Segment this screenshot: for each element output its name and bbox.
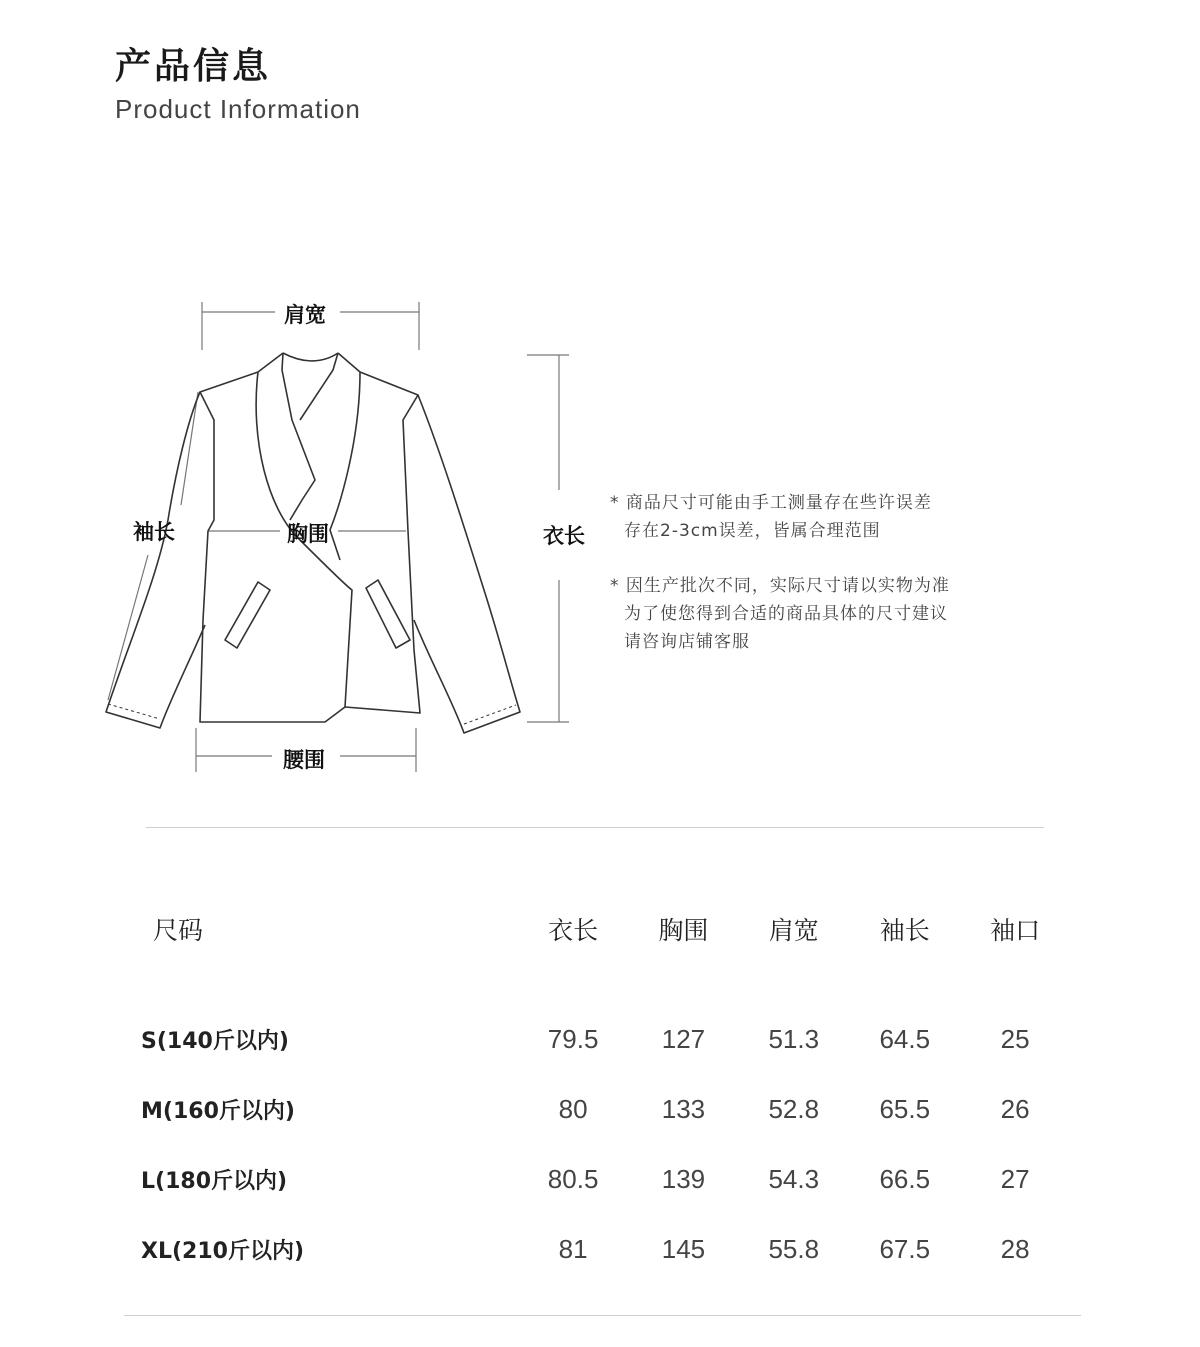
shoulder-cell: 51.3 <box>768 1023 820 1054</box>
header-cuff: 袖口 <box>990 916 1041 945</box>
cuff-cell: 25 <box>1000 1023 1030 1054</box>
shoulder-cell: 55.8 <box>768 1233 820 1264</box>
size-cell: L(180斤以内) <box>141 1168 288 1194</box>
section-divider <box>146 827 1044 828</box>
size-cell: S(140斤以内) <box>141 1028 289 1054</box>
sleeve-cell: 65.5 <box>879 1093 931 1124</box>
table-header-row <box>125 890 1070 968</box>
chest-cell: 145 <box>661 1233 706 1264</box>
page-title: 产品信息 <box>115 46 272 87</box>
header-chest: 胸围 <box>658 916 709 945</box>
note-line: 为了使您得到合适的商品具体的尺寸建议 <box>624 604 948 624</box>
table-row <box>125 1144 1070 1214</box>
note-line: * 商品尺寸可能由手工测量存在些许误差 <box>610 493 932 513</box>
length-cell: 81 <box>558 1233 588 1264</box>
length-cell: 80 <box>558 1093 588 1124</box>
sleeve-label: 袖长 <box>133 520 175 544</box>
length-label: 衣长 <box>543 524 585 548</box>
bottom-divider <box>124 1315 1081 1316</box>
note-batch-difference <box>610 572 950 656</box>
table-row <box>125 1004 1070 1074</box>
chest-label: 胸围 <box>287 522 329 546</box>
chest-cell: 133 <box>661 1093 706 1124</box>
page-subtitle: Product Information <box>115 94 361 124</box>
chest-cell: 127 <box>661 1023 706 1054</box>
cuff-cell: 27 <box>1000 1163 1030 1194</box>
cuff-cell: 26 <box>1000 1093 1030 1124</box>
header-shoulder: 肩宽 <box>768 916 819 945</box>
shoulder-label: 肩宽 <box>284 303 326 327</box>
size-cell: M(160斤以内) <box>141 1098 295 1124</box>
note-measurement-error <box>610 489 932 545</box>
length-cell: 79.5 <box>547 1023 599 1054</box>
sleeve-measure-line-bottom <box>108 555 148 700</box>
header-size: 尺码 <box>153 916 204 945</box>
size-table <box>125 890 1070 1284</box>
cuff-cell: 28 <box>1000 1233 1030 1264</box>
sleeve-cell: 66.5 <box>879 1163 931 1194</box>
table-row <box>125 1214 1070 1284</box>
note-line: 存在2-3cm误差，皆属合理范围 <box>624 521 881 541</box>
sleeve-measure-line-top <box>181 392 198 505</box>
waist-label: 腰围 <box>283 748 325 772</box>
sleeve-cell: 64.5 <box>879 1023 931 1054</box>
chest-cell: 139 <box>661 1163 706 1194</box>
length-cell: 80.5 <box>547 1163 599 1194</box>
header-sleeve: 袖长 <box>879 916 930 945</box>
shoulder-cell: 54.3 <box>768 1163 820 1194</box>
note-line: 请咨询店铺客服 <box>624 632 750 652</box>
header-length: 衣长 <box>548 916 599 945</box>
size-cell: XL(210斤以内) <box>141 1238 305 1264</box>
sleeve-cell: 67.5 <box>879 1233 931 1264</box>
note-line: * 因生产批次不同，实际尺寸请以实物为准 <box>610 576 950 596</box>
table-row <box>125 1074 1070 1144</box>
shoulder-cell: 52.8 <box>768 1093 820 1124</box>
